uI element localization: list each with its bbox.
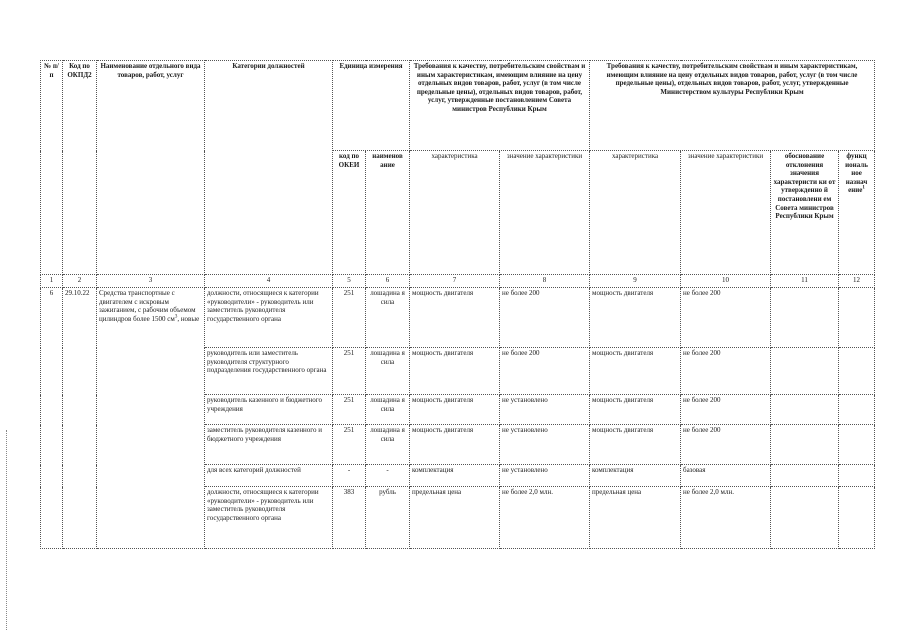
row-justification (771, 465, 839, 487)
col-number: 12 (839, 275, 875, 288)
col-number: 6 (366, 275, 410, 288)
row-unit-name: лошадина я сила (366, 348, 410, 395)
group-num: 6 (41, 288, 63, 549)
group-okpd: 29.10.22 (63, 288, 97, 549)
col-number: 11 (771, 275, 839, 288)
row-function (839, 395, 875, 425)
row-min-char: мощность двигателя (590, 395, 681, 425)
row-unit-name: лошадина я сила (366, 395, 410, 425)
header-gov-val: значение характеристики (500, 151, 590, 275)
row-gov-val: не установлено (500, 465, 590, 487)
group-name-tail: , новые (177, 314, 200, 323)
group-name (97, 288, 205, 549)
col-number: 9 (590, 275, 681, 288)
row-min-val: не более 2,0 млн. (681, 487, 771, 549)
row-function (839, 465, 875, 487)
col-number: 4 (205, 275, 333, 288)
header-min-char: характеристика (590, 151, 681, 275)
row-gov-char: предельная цена (410, 487, 500, 549)
row-unit-code: 251 (333, 425, 366, 465)
header-unit-name: наименов ание (366, 151, 410, 275)
row-min-val: не более 200 (681, 348, 771, 395)
row-function (839, 425, 875, 465)
row-min-char: комплектация (590, 465, 681, 487)
row-gov-val: не установлено (500, 395, 590, 425)
column-numbers-row (41, 275, 875, 288)
row-category: руководитель или заместитель руководителя структурного подразделения государственного органа (205, 348, 333, 395)
row-gov-char: мощность двигателя (410, 348, 500, 395)
row-unit-code: 251 (333, 395, 366, 425)
row-unit-code: 251 (333, 348, 366, 395)
row-min-val: не более 200 (681, 425, 771, 465)
row-unit-code: 251 (333, 288, 366, 348)
col-number: 8 (500, 275, 590, 288)
header-function-text: функц иональ ное назнач ение (845, 152, 868, 195)
row-unit-name: - (366, 465, 410, 487)
row-unit-code: - (333, 465, 366, 487)
header-num: № п/п (41, 61, 63, 275)
row-gov-char: мощность двигателя (410, 425, 500, 465)
header-function (839, 151, 875, 275)
row-unit-name: лошадина я сила (366, 288, 410, 348)
row-unit-name: лошадина я сила (366, 425, 410, 465)
row-category: руководитель казенного и бюджетного учреждения (205, 395, 333, 425)
row-min-char: мощность двигателя (590, 288, 681, 348)
header-unit-code: код по ОКЕИ (333, 151, 366, 275)
row-unit-code: 383 (333, 487, 366, 549)
row-min-char: мощность двигателя (590, 348, 681, 395)
header-category: Категории должностей (205, 61, 333, 275)
row-category: заместитель руководителя казенного и бюджетного учреждения (205, 425, 333, 465)
row-min-char: предельная цена (590, 487, 681, 549)
row-min-val: не более 200 (681, 395, 771, 425)
col-number: 7 (410, 275, 500, 288)
header-gov-group: Требования к качеству, потребительским свойствам и иным характеристикам, имеющим влияние на цену отдельных видов товаров, работ, услуг (в том числе предельные цены), отдельных видов товаров, работ, услуг, утвержденные постановлением Совета министров Республики Крым (410, 61, 590, 151)
row-function (839, 348, 875, 395)
col-number: 3 (97, 275, 205, 288)
row-category: для всех категорий должностей (205, 465, 333, 487)
row-gov-char: мощность двигателя (410, 395, 500, 425)
col-number: 5 (333, 275, 366, 288)
row-justification (771, 487, 839, 549)
row-justification (771, 348, 839, 395)
row-min-val: не более 200 (681, 288, 771, 348)
row-justification (771, 395, 839, 425)
header-ministry-group: Требования к качеству, потребительским свойствам и иным характеристикам, имеющим влияние на цену отдельных видов товаров, работ, услуг (в том числе предельные цены), отдельных видов товаров, работ, услуг, утвержденные Министерством культуры Республики Крым (590, 61, 875, 151)
row-min-char: мощность двигателя (590, 425, 681, 465)
row-gov-val: не более 200 (500, 348, 590, 395)
header-name: Наименование отдельного вида товаров, работ, услуг (97, 61, 205, 275)
header-function-sup: 1 (862, 186, 865, 192)
requirements-table (40, 60, 875, 549)
header-justification: обоснование отклонения значения характеристи ки от утвержденно й постановлени ем Совета министров Республики Крым (771, 151, 839, 275)
col-number: 1 (41, 275, 63, 288)
group-name-sup: 3 (174, 314, 178, 320)
row-justification (771, 288, 839, 348)
row-function (839, 487, 875, 549)
header-row-1 (41, 61, 875, 151)
header-gov-char: характеристика (410, 151, 500, 275)
row-gov-char: комплектация (410, 465, 500, 487)
row-category: должности, относящиеся к категории «руководители» - руководитель или заместитель руководителя государственного органа (205, 487, 333, 549)
col-number: 10 (681, 275, 771, 288)
row-gov-val: не установлено (500, 425, 590, 465)
group-name-text: Средства транспортные с двигателем с искровым зажиганием, с рабочим объемом цилиндров более 1500 см (99, 289, 196, 323)
row-category: должности, относящиеся к категории «руководители» - руководитель или заместитель руководителя государственного органа (205, 288, 333, 348)
row-min-val: базовая (681, 465, 771, 487)
row-gov-val: не более 2,0 млн. (500, 487, 590, 549)
table-row (41, 288, 875, 348)
row-justification (771, 425, 839, 465)
header-okpd: Код по ОКПД2 (63, 61, 97, 275)
scan-edge-mark (6, 430, 8, 630)
row-unit-name: рубль (366, 487, 410, 549)
row-gov-char: мощность двигателя (410, 288, 500, 348)
header-unit-group: Единица измерения (333, 61, 410, 151)
row-gov-val: не более 200 (500, 288, 590, 348)
row-function (839, 288, 875, 348)
col-number: 2 (63, 275, 97, 288)
header-min-val: значение характеристики (681, 151, 771, 275)
